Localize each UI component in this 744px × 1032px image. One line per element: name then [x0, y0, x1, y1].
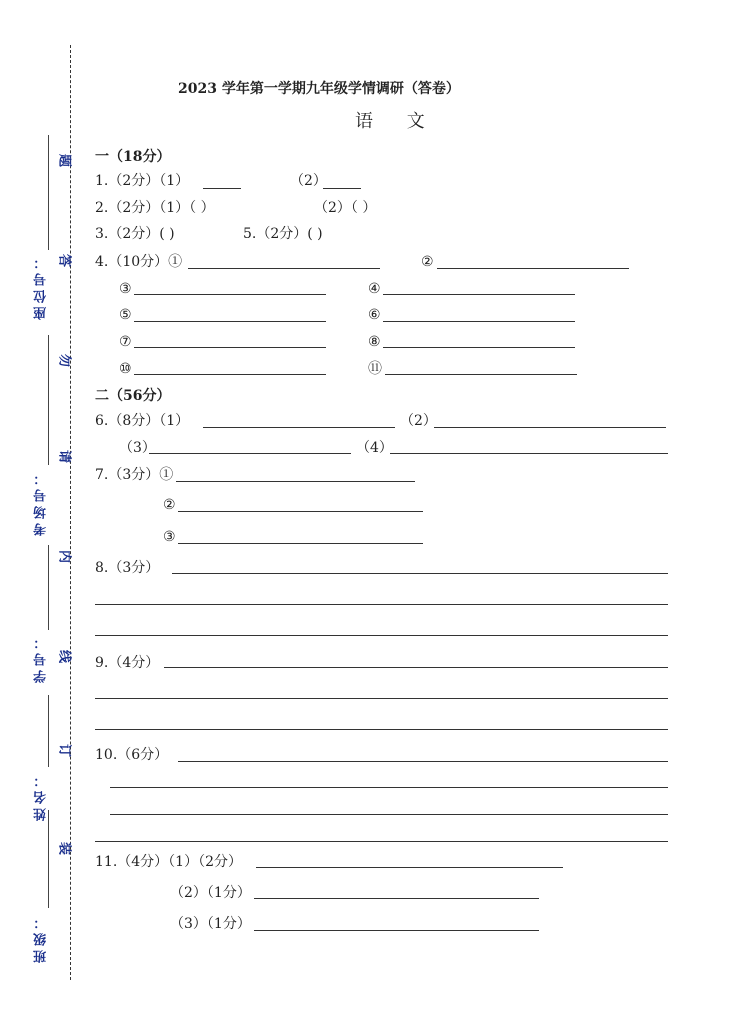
- q2-label: 2.（2分）（1）（ ）: [95, 200, 215, 216]
- seal-char: 请: [59, 447, 72, 462]
- q11-answer-3[interactable]: [254, 930, 539, 931]
- q10-answer-line[interactable]: [110, 814, 668, 815]
- q8-answer-line[interactable]: [95, 635, 668, 636]
- q1-answer-2[interactable]: [323, 188, 361, 189]
- subject-title: 语 文: [355, 111, 439, 132]
- q4-answer-4[interactable]: [383, 294, 575, 295]
- q4-answer-6[interactable]: [383, 321, 575, 322]
- q4-answer-7[interactable]: [134, 347, 326, 348]
- q4-mark: ⑤: [119, 307, 132, 323]
- q1-part2-label: （2）: [290, 173, 327, 189]
- q4-mark: ⑥: [368, 307, 381, 323]
- q6-answer-2[interactable]: [434, 427, 666, 428]
- class-label: 班级：: [34, 912, 49, 963]
- q4-answer-1[interactable]: [188, 268, 380, 269]
- q4-answer-3[interactable]: [134, 294, 326, 295]
- q11-part3-label: （3）（1分）: [170, 916, 251, 932]
- exam-room-field[interactable]: [48, 335, 49, 465]
- q6-part4-label: （4）: [356, 440, 393, 456]
- q4-mark: ②: [421, 254, 434, 270]
- q9-answer-line[interactable]: [95, 729, 668, 730]
- q4-mark: ⑧: [368, 334, 381, 350]
- q10-answer-line[interactable]: [178, 761, 668, 762]
- q10-label: 10.（6分）: [95, 747, 169, 763]
- name-field[interactable]: [48, 695, 49, 767]
- q10-answer-line[interactable]: [110, 787, 668, 788]
- q11-answer-2[interactable]: [254, 898, 539, 899]
- q4-mark: ③: [119, 281, 132, 297]
- class-field[interactable]: [48, 810, 49, 908]
- q11-part2-label: （2）（1分）: [170, 885, 251, 901]
- q11-label: 11.（4分）（1）（2分）: [95, 854, 242, 870]
- section-2-heading: 二（56分）: [95, 388, 171, 404]
- seal-char: 订: [59, 741, 72, 756]
- q9-answer-line[interactable]: [95, 698, 668, 699]
- exam-room-label: 考场号：: [34, 468, 49, 536]
- seal-char: 内: [59, 547, 72, 562]
- q7-answer-1[interactable]: [176, 481, 415, 482]
- q5-label: 5.（2分）( ): [243, 226, 323, 242]
- student-id-label: 学号：: [34, 632, 49, 683]
- q6-answer-1[interactable]: [203, 427, 395, 428]
- q4-mark: ④: [368, 281, 381, 297]
- q1-answer-1[interactable]: [203, 188, 241, 189]
- q4-answer-2[interactable]: [437, 268, 629, 269]
- q6-part2-label: （2）: [400, 413, 437, 429]
- seal-char: 装: [59, 839, 72, 854]
- q7-answer-3[interactable]: [178, 543, 423, 544]
- q6-label: 6.（8分）（1）: [95, 413, 190, 429]
- q4-answer-5[interactable]: [134, 321, 326, 322]
- exam-title: 2023 学年第一学期九年级学情调研（答卷）: [178, 81, 460, 97]
- q7-mark: ③: [163, 529, 176, 545]
- q4-mark: ⑪: [368, 361, 382, 377]
- seal-char: 题: [59, 151, 72, 166]
- q7-answer-2[interactable]: [178, 511, 423, 512]
- q4-label: 4.（10分）①: [95, 254, 183, 270]
- q6-answer-3[interactable]: [149, 453, 351, 454]
- section-1-heading: 一（18分）: [95, 149, 171, 165]
- q10-answer-line[interactable]: [95, 841, 668, 842]
- q2-part2-label: （2）（ ）: [314, 200, 377, 216]
- q4-mark: ⑩: [119, 361, 132, 377]
- q4-answer-10[interactable]: [134, 374, 326, 375]
- q9-label: 9.（4分）: [95, 655, 160, 671]
- q7-mark: ②: [163, 497, 176, 513]
- seal-char: 线: [59, 647, 72, 662]
- seat-number-label: 座位号：: [34, 252, 49, 320]
- q4-answer-8[interactable]: [383, 347, 575, 348]
- seal-char: 答: [59, 251, 72, 266]
- q4-answer-11[interactable]: [385, 374, 577, 375]
- student-id-field[interactable]: [48, 545, 49, 630]
- q7-label: 7.（3分）①: [95, 467, 174, 483]
- seal-char: 勿: [59, 351, 72, 366]
- q1-label: 1.（2分）（1）: [95, 173, 190, 189]
- name-label: 姓名：: [34, 770, 49, 821]
- q8-answer-line[interactable]: [95, 604, 668, 605]
- q6-part3-label: （3）: [119, 440, 156, 456]
- q11-answer-1[interactable]: [256, 867, 563, 868]
- seat-number-field[interactable]: [48, 135, 49, 250]
- q8-answer-line[interactable]: [172, 573, 668, 574]
- q3-label: 3.（2分）( ): [95, 226, 175, 242]
- q4-mark: ⑦: [119, 334, 132, 350]
- q8-label: 8.（3分）: [95, 560, 160, 576]
- q9-answer-line[interactable]: [164, 667, 668, 668]
- q6-answer-4[interactable]: [390, 453, 668, 454]
